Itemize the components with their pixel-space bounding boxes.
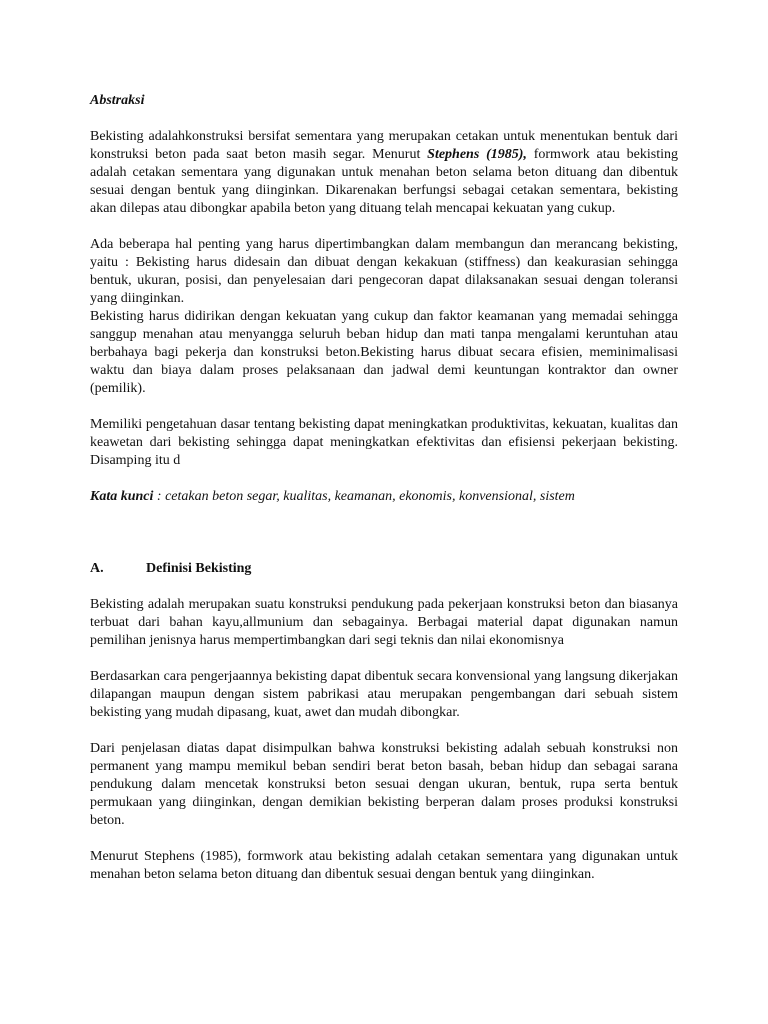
section-heading bbox=[90, 560, 678, 578]
section-a-paragraph-3: Dari penjelasan diatas dapat disimpulkan bahwa konstruksi bekisting adalah sebuah konstruksi non permanent yang mampu memikul beban sendiri berat beton basah, beban hidup dan sebagai sarana pendukung dalam mencetak konstruksi beton sesuai dengan ukuran, bentuk, rupa serta bentuk permukaan yang diinginkan, dengan demikian bekisting berperan dalam proses produksi konstruksi beton. bbox=[90, 741, 678, 828]
abstract-paragraph-3: Memiliki pengetahuan dasar tentang bekisting dapat meningkatkan produktivitas, kekuatan, kualitas dan keawetan dari bekisting sehingga dapat meningkatkan efektivitas dan efisiensi pekerjaan bekisting. Disamping itu d bbox=[90, 417, 678, 468]
keywords-label: Kata kunci bbox=[90, 489, 154, 504]
section-a-paragraph-4: Menurut Stephens (1985), formwork atau bekisting adalah cetakan sementara yang digunakan untuk menahan beton selama beton dituang dan dibentuk sesuai dengan bentuk yang diinginkan. bbox=[90, 849, 678, 882]
section-title: Definisi Bekisting bbox=[146, 561, 252, 576]
abstract-p1-citation: Stephens (1985), bbox=[427, 147, 527, 162]
section-a-paragraph-1: Bekisting adalah merupakan suatu konstruksi pendukung pada pekerjaan konstruksi beton dan biasanya terbuat dari bahan kayu,allmunium dan sebagainya. Berbagai material dapat digunakan namun pemilihan jenisnya harus mempertimbangkan dari segi teknis dan nilai ekonomisnya bbox=[90, 597, 678, 648]
abstract-p1-after: formwork atau bekisting adalah cetakan sementara yang digunakan untuk menahan beton selama beton dituang dan dibentuk sesuai dengan bentuk yang diinginkan. Dikarenakan berfungsi sebagai cetakan sementara, bekisting akan dilepas atau dibongkar apabila beton yang dituang telah mencapai kekuatan yang cukup. bbox=[90, 147, 678, 216]
keywords-line bbox=[90, 488, 678, 506]
section-a-paragraph-2: Berdasarkan cara pengerjaannya bekisting dapat dibentuk secara konvensional yang langsung dikerjakan dilapangan maupun dengan sistem pabrikasi atau merupakan pengembangan dari sebuah sistem bekisting yang mudah dipasang, kuat, awet dan mudah dibongkar. bbox=[90, 669, 678, 720]
abstract-p1-before: Bekisting adalahkonstruksi bersifat sementara yang merupakan cetakan untuk menentukan bentuk dari konstruksi beton pada saat beton masih segar. Menurut bbox=[90, 129, 678, 162]
abstract-paragraph-2a: Ada beberapa hal penting yang harus dipertimbangkan dalam membangun dan merancang bekisting, yaitu : Bekisting harus didesain dan dibuat dengan kekakuan (stiffness) dan keakurasian sehingga bentuk, ukuran, posisi, dan penyelesaian dari pengecoran dapat dilaksanakan sesuai dengan toleransi yang diinginkan. bbox=[90, 237, 678, 306]
keywords-text: : cetakan beton segar, kualitas, keamanan, ekonomis, konvensional, sistem bbox=[153, 489, 575, 504]
section-number: A. bbox=[90, 561, 104, 576]
abstract-title: Abstraksi bbox=[90, 93, 145, 108]
abstract-paragraph-2b: Bekisting harus didirikan dengan kekuatan yang cukup dan faktor keamanan yang memadai sehingga sanggup menahan atau menyangga seluruh beban hidup dan mati tanpa mengalami keruntuhan atau berbahaya bagi pekerja dan konstruksi beton.Bekisting harus dibuat secara efisien, meminimalisasi waktu dan biaya dalam proses pelaksanaan dan jadwal demi keuntungan kontraktor dan owner (pemilik). bbox=[90, 309, 678, 396]
abstract-paragraph-1 bbox=[90, 128, 678, 218]
